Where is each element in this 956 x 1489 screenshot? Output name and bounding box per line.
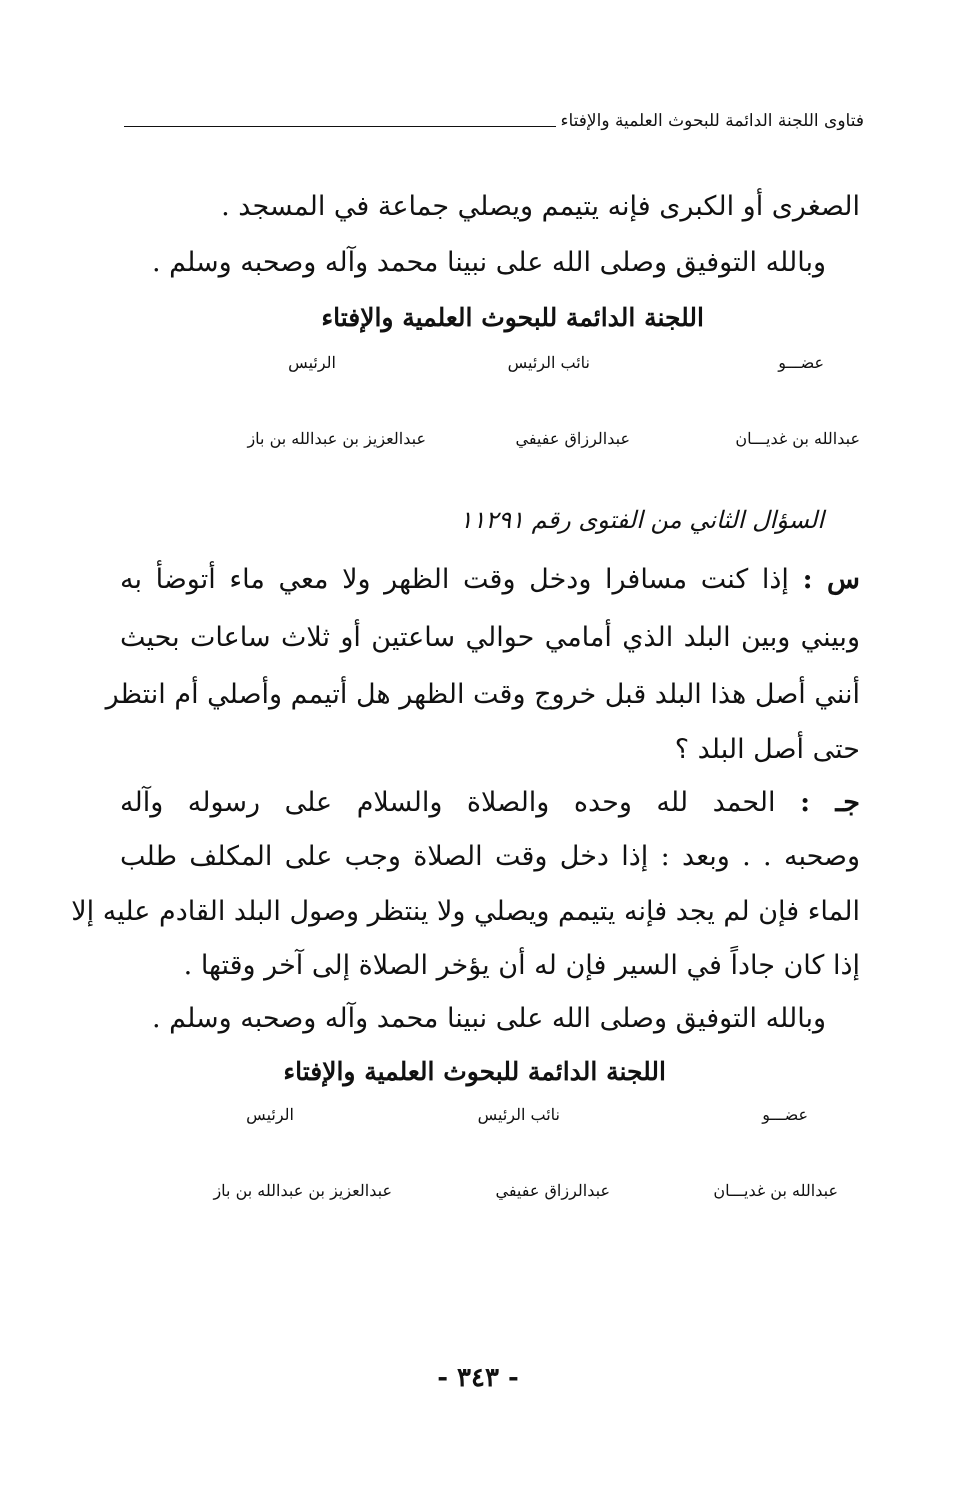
name-chair: عبدالعزيز بن عبدالله بن باز: [247, 429, 426, 448]
signatory-names: [120, 1183, 860, 1207]
title-deputy: نائب الرئيس: [477, 1105, 560, 1124]
answer-label: جـ :: [800, 787, 860, 818]
answer-line: [120, 789, 860, 816]
question-text: إذا كنت مسافرا ودخل وقت الظهر ولا معي ماء أتوضأ به: [120, 564, 789, 595]
title-chair: الرئيس: [246, 1105, 294, 1124]
header-rule: [124, 126, 556, 127]
title-chair: الرئيس: [288, 353, 336, 372]
title-member: عضـــو: [762, 1105, 808, 1124]
closing-line: وبالله التوفيق وصلى الله على نبينا محمد وآله وصحبه وسلم .: [151, 247, 826, 278]
title-member: عضـــو: [778, 353, 824, 372]
running-header: [124, 100, 864, 130]
text-line: الصغرى أو الكبرى فإنه يتيمم ويصلي جماعة في المسجد .: [221, 191, 860, 222]
answer-text: الحمد لله وحده والصلاة والسلام على رسوله وآله: [120, 787, 776, 818]
running-header-title: فتاوى اللجنة الدائمة للبحوث العلمية والإفتاء: [560, 111, 864, 131]
question-line: حتى أصل البلد ؟: [674, 734, 860, 765]
name-member: عبدالله بن غديـــان: [735, 429, 860, 448]
title-deputy: نائب الرئيس: [507, 353, 590, 372]
question-line: وبيني وبين البلد الذي أمامي حوالي ساعتين أو ثلاث ساعات بحيث: [120, 622, 860, 653]
question-line: أنني أصل هذا البلد قبل خروج وقت الظهر هل أتيمم وأصلي أم انتظر: [105, 679, 860, 710]
question-heading: السؤال الثاني من الفتوى رقم ١١٢٩١: [459, 506, 824, 534]
name-deputy: عبدالرزاق عفيفي: [495, 1181, 610, 1200]
signatory-titles: [120, 355, 860, 379]
closing-line: وبالله التوفيق وصلى الله على نبينا محمد وآله وصحبه وسلم .: [151, 1003, 826, 1034]
name-chair: عبدالعزيز بن عبدالله بن باز: [213, 1181, 392, 1200]
question-line: [120, 566, 860, 593]
committee-name: اللجنة الدائمة للبحوث العلمية والإفتاء: [283, 1057, 666, 1086]
answer-line: الماء فإن لم يجد فإنه يتيمم ويصلي ولا ينتظر وصول البلد القادم عليه إلا: [71, 896, 860, 927]
signatory-names: [120, 431, 860, 455]
name-deputy: عبدالرزاق عفيفي: [515, 429, 630, 448]
question-label: س :: [802, 564, 860, 595]
committee-name: اللجنة الدائمة للبحوث العلمية والإفتاء: [321, 303, 704, 332]
answer-line: وصحبه . . وبعد : إذا دخل وقت الصلاة وجب على المكلف طلب: [120, 841, 860, 872]
signatory-titles: [120, 1107, 860, 1131]
page-number: - ٣٤٣ -: [437, 1363, 519, 1393]
answer-line: إذا كان جاداً في السير فإن له أن يؤخر الصلاة إلى آخر وقتها .: [183, 950, 860, 981]
name-member: عبدالله بن غديـــان: [713, 1181, 838, 1200]
